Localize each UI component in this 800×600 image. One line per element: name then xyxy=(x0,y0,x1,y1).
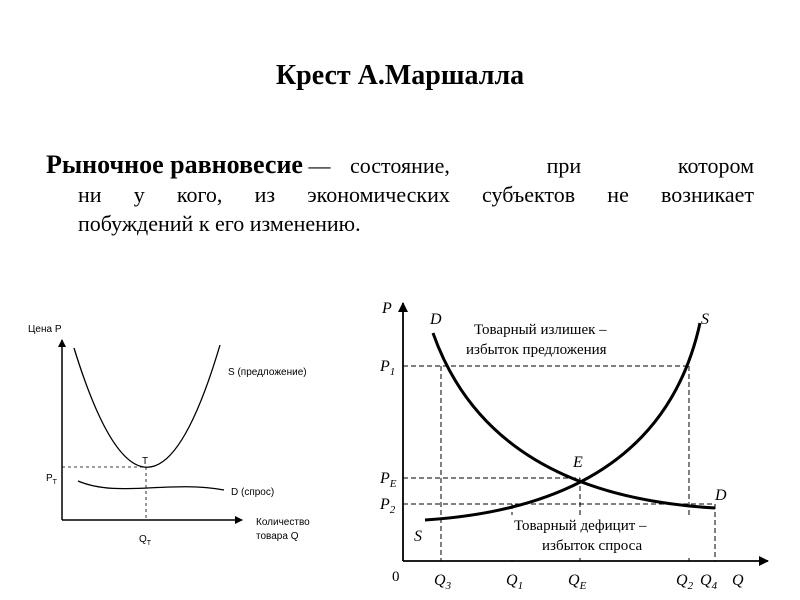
left-quantity-label xyxy=(139,534,152,547)
right-demand-label-bottom: D xyxy=(715,487,727,504)
price-tick-base: P xyxy=(380,358,390,375)
definition-line-1 xyxy=(46,150,754,180)
definition-dash: — xyxy=(302,153,336,178)
quantity-tick-labels xyxy=(434,572,718,592)
left-equilibrium-point-label: T xyxy=(142,456,149,467)
left-quantity-label-base: Q xyxy=(139,534,147,545)
definition-line-3: побуждений к его изменению. xyxy=(78,211,361,236)
right-x-axis-label: Q xyxy=(732,572,744,589)
left-x-axis-label-line2: товара Q xyxy=(256,531,299,542)
left-y-axis-label: Цена P xyxy=(28,324,62,335)
left-price-label xyxy=(46,473,58,486)
right-supply-label-top: S xyxy=(701,311,709,328)
quantity-tick-base: Q xyxy=(568,572,580,589)
quantity-tick-sub: E xyxy=(579,580,587,592)
quantity-tick-3 xyxy=(434,572,452,592)
right-chart xyxy=(370,295,780,595)
definition-line-1-rest: состояние, при котором xyxy=(349,153,754,178)
price-tick-1 xyxy=(379,358,395,378)
right-y-axis-label: P xyxy=(382,300,392,317)
surplus-label-line1: Товарный излишек – xyxy=(474,322,607,338)
definition-paragraph xyxy=(46,150,754,238)
quantity-tick-base: Q xyxy=(506,572,518,589)
right-equilibrium-label: E xyxy=(573,454,583,471)
quantity-tick-1 xyxy=(506,572,523,592)
definition-line-2: ни у кого, из экономических субъектов не возникает xyxy=(78,182,754,207)
price-tick-base: P xyxy=(380,470,390,487)
quantity-tick-sub: 3 xyxy=(445,580,452,592)
quantity-tick-e xyxy=(568,572,587,592)
definition-term-group xyxy=(46,150,336,180)
price-tick-sub: 1 xyxy=(389,366,396,378)
left-supply-curve xyxy=(74,345,220,467)
right-demand-label-top: D xyxy=(430,311,442,328)
quantity-tick-4 xyxy=(700,572,718,592)
deficit-label-line1: Товарный дефицит – xyxy=(514,518,647,534)
slide-title: Крест А.Маршалла xyxy=(275,60,525,91)
left-demand-label: D (спрос) xyxy=(231,487,275,498)
left-quantity-label-sub: T xyxy=(146,540,152,547)
deficit-label-line2: избыток спроса xyxy=(542,538,643,554)
quantity-tick-base: Q xyxy=(434,572,446,589)
quantity-tick-base: Q xyxy=(700,572,712,589)
price-tick-labels xyxy=(379,358,397,516)
quantity-tick-sub: 4 xyxy=(711,580,718,592)
quantity-tick-sub: 2 xyxy=(687,580,694,592)
quantity-tick-base: Q xyxy=(676,572,688,589)
left-price-label-base: P xyxy=(46,473,53,484)
price-tick-2 xyxy=(379,496,396,516)
price-tick-sub: E xyxy=(389,478,397,490)
quantity-tick-sub: 1 xyxy=(517,580,524,592)
left-chart xyxy=(28,318,348,550)
left-price-label-sub: T xyxy=(52,479,57,486)
left-x-axis-label-line1: Количество xyxy=(256,517,310,528)
definition-term: Рыночное равновесие xyxy=(46,150,303,179)
quantity-tick-2 xyxy=(676,572,694,592)
right-origin-label: 0 xyxy=(392,569,400,585)
surplus-label-line2: избыток предложения xyxy=(466,342,607,358)
left-demand-curve xyxy=(78,481,224,490)
right-supply-label-bottom: S xyxy=(414,528,422,545)
price-tick-sub: 2 xyxy=(389,504,396,516)
price-tick-e xyxy=(379,470,397,490)
price-tick-base: P xyxy=(380,496,390,513)
left-supply-label: S (предложение) xyxy=(228,367,307,378)
